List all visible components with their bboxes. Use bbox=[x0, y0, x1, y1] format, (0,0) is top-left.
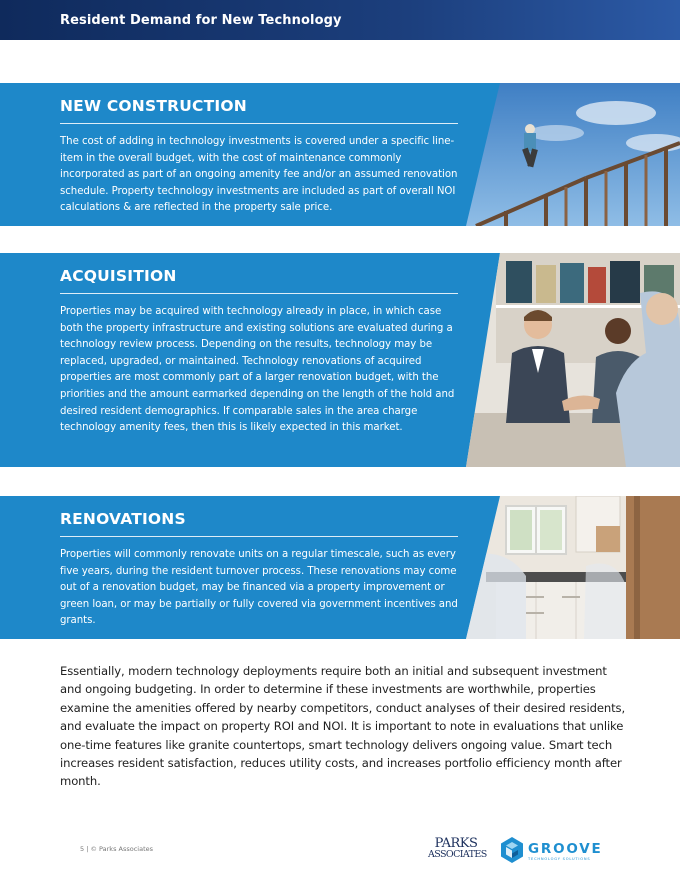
groove-logo bbox=[500, 836, 606, 864]
section-heading: NEW CONSTRUCTION bbox=[60, 97, 458, 124]
construction-photo-illustration bbox=[466, 83, 680, 226]
page-number: 5 | © Parks Associates bbox=[80, 845, 154, 853]
section-body: Properties may be acquired with technology already in place, in which case both the property infrastructure and existing solutions are evaluated during a technology review process. Depending on the results, technology may be replaced, upgraded, or maintained. Technology renovations of acquired properties are most commonly part of a larger renovation budget, with the priorities and the amount earmarked depending on the length of the hold and desired resident demographics. If comparable sales in the area charge technology amenity fees, then this is likely expected in this market. bbox=[60, 306, 455, 434]
parks-associates-logo bbox=[428, 836, 487, 860]
handshake-photo-illustration bbox=[466, 253, 680, 467]
section-acquisition bbox=[0, 253, 680, 467]
section-new-construction bbox=[0, 83, 680, 226]
section-heading: ACQUISITION bbox=[60, 267, 458, 294]
section-acquisition-text bbox=[60, 267, 458, 437]
section-renovations-text bbox=[60, 510, 458, 630]
kitchen-renovation-photo bbox=[466, 496, 680, 639]
construction-worker-photo bbox=[466, 83, 680, 226]
parks-logo-line1: PARKS bbox=[434, 836, 478, 851]
summary-paragraph: Essentially, modern technology deployments require both an initial and subsequent investment and ongoing budgeting. In order to determine if these investments are worthwhile, properties examine the amenities offered by nearby competitors, conduct analyses of their desired residents, and evaluate the impact on property ROI and NOI. It is important to note in evaluations that unlike one-time features like granite countertops, smart technology delivers ongoing value. Smart tech increases resident satisfaction, reduces utility costs, and increases portfolio efficiency month after month. bbox=[60, 664, 626, 789]
section-body: The cost of adding in technology investments is covered under a specific line-item in the overall budget, with the cost of maintenance commonly incorporated as part of an ongoing amenity fee and/or an assumed renovation schedule. Property technology investments are included as part of overall NOI calculations & are reflected in the property sale price. bbox=[60, 136, 458, 214]
section-new-construction-text bbox=[60, 97, 458, 217]
parks-logo-line2: ASSOCIATES bbox=[428, 849, 487, 860]
kitchen-photo-illustration bbox=[466, 496, 680, 639]
section-body: Properties will commonly renovate units on a regular timescale, such as every five years, during the resident turnover process. These renovations may come out of a renovation budget, may be financed via a property improvement or green loan, or may be partially or fully covered via government incentives and grants. bbox=[60, 549, 458, 627]
page-title: Resident Demand for New Technology bbox=[60, 13, 342, 28]
groove-wordmark: GROOVE bbox=[528, 841, 603, 857]
business-handshake-photo bbox=[466, 253, 680, 467]
header-bar bbox=[0, 0, 680, 40]
groove-tagline: TECHNOLOGY SOLUTIONS bbox=[528, 857, 591, 861]
section-heading: RENOVATIONS bbox=[60, 510, 458, 537]
groove-mark-icon bbox=[500, 837, 524, 863]
section-renovations bbox=[0, 496, 680, 639]
